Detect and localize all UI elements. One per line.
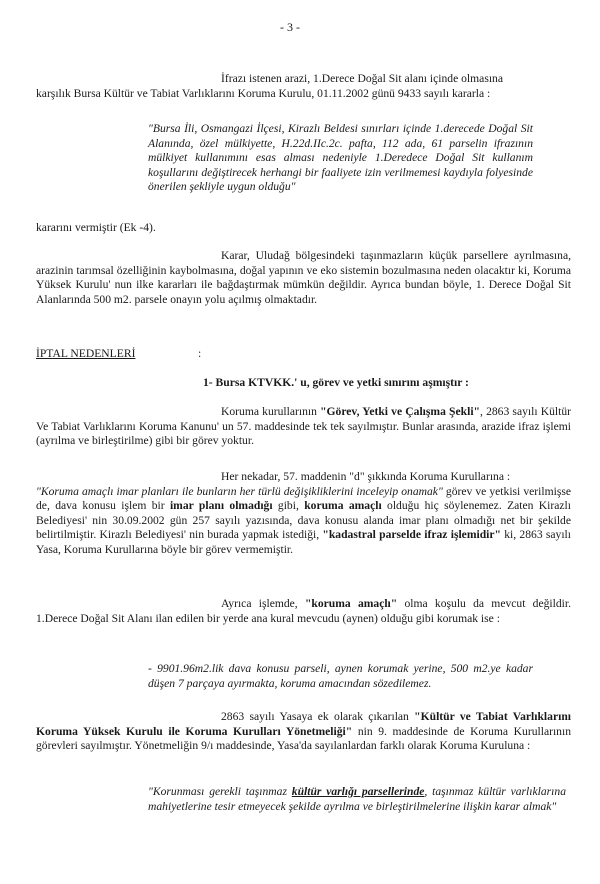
quote3-part-c: , taşınmaz kültür varlıklarına mahiyetlerine tesir etmeyecek şekilde ayrılma ve birleştirilmelerine ilişkin karar almak" xyxy=(148,785,566,813)
paragraph-4 xyxy=(36,405,571,449)
paragraph-5 xyxy=(36,470,571,558)
p5-part-e: gibi, xyxy=(272,499,305,513)
p6-part-a: Ayrıca işlemde, xyxy=(221,597,305,610)
section-heading-text: İPTAL NEDENLERİ xyxy=(36,347,136,360)
p5-line-1: Her nekadar, 57. maddenin "d" şıkkında Koruma Kurullarına : xyxy=(221,470,511,483)
p4-bold-title: "Görev, Yetki ve Çalışma Şekli" xyxy=(320,405,480,418)
p5-part-g: olduğu hiç söylenemez. Zaten Kirazlı Belediyesi' nin 30.09.2002 gün 257 sayılı yazısında, dava konusu alanda imar planı olmadığı net bir şekilde belirtilmiştir. Kirazlı Belediyesi' nin burada yapmak istediği, xyxy=(36,499,571,542)
p5-bold-kadastral: "kadastral parselde ifraz işlemidir" xyxy=(322,528,501,542)
quote-block-3 xyxy=(148,785,566,814)
paragraph-1-line-2: karşılık Bursa Kültür ve Tabiat Varlıklarını Koruma Kurulu, 01.11.2002 günü 9433 sayılı kararla : xyxy=(36,86,491,100)
p4-part-a: Koruma kurullarının xyxy=(221,405,321,418)
paragraph-3 xyxy=(36,249,571,307)
p7-part-a: 2863 sayılı Yasaya ek olarak çıkarılan xyxy=(221,710,415,723)
paragraph-7 xyxy=(36,710,571,754)
p4-part-c: , 2863 sayılı Kültür Ve Tabiat Varlıklarını Koruma Kanunu' un 57. maddesinde tek tek sayılmıştır. Bunlar arasında, arazide ifraz işlemi (ayrılma ve birleştirilme) gibi bir görev yoktur. xyxy=(36,405,571,448)
paragraph-1 xyxy=(36,72,571,101)
p5-part-c: görev ve yetkisi verilmişse de, dava konusu işlem bir xyxy=(36,484,571,513)
quote3-part-a: "Korunması gerekli taşınmaz xyxy=(148,785,292,798)
quote-block-2: - 9901.96m2.lik dava konusu parseli, aynen korumak yerine, 500 m2.ye kadar düşen 7 parçaya ayırmakta, koruma amacından sözedilemez. xyxy=(148,662,533,690)
quote3-bold-underline: kültür varlığı parsellerinde xyxy=(291,785,425,798)
subsection-1-heading xyxy=(203,376,469,391)
section-heading xyxy=(36,347,135,362)
paragraph-3-text: Karar, Uludağ bölgesindeki taşınmazların küçük parsellere ayrılmasına, arazinin tarımsal özelliğinin kaybolmasına, doğal yapının ve eko sistemin bozulmasına neden olacaktır ki, Koruma Yüksek Kurulu' nun ilke kararları ile bağdaştırmak mümkün değildir. Ayrıca bundan böyle, 1. Derece Doğal Sit Alanlarında 500 m2. parsele onayın yolu açılmış olmaktadır. xyxy=(36,249,571,306)
p5-part-i: ki, 2863 sayılı Yasa, Koruma Kurullarına böyle bir görev vermemiştir. xyxy=(36,528,572,556)
p6-part-c: olma koşulu da mevcut değildir. 1.Derece Doğal Sit Alanı ilan edilen bir yerde ana kural mevcudu (aynen) olduğu gibi korumak ise : xyxy=(36,597,571,625)
p7-part-c: nin 9. maddesinde de Koruma Kurullarının görevleri sayılmıştır. Yönetmeliğin 9/ı maddesinde, Yasa'da sayılanlardan farklı olarak Koruma Kuruluna : xyxy=(36,724,571,753)
p6-bold-koruma: "koruma amaçlı" xyxy=(304,597,398,610)
paragraph-2: kararını vermiştir (Ek -4). xyxy=(36,221,156,234)
p5-bold-koruma: koruma amaçlı xyxy=(304,499,382,513)
p5-italic-quote: "Koruma amaçlı imar planları ile bunların her türlü değişikliklerini inceleyip onamak" xyxy=(36,484,443,498)
paragraph-6 xyxy=(36,597,571,626)
page-number: - 3 - xyxy=(280,20,300,34)
paragraph-1-line-1: İfrazı istenen arazi, 1.Derece Doğal Sit alanı içinde olmasına xyxy=(221,72,503,85)
p5-bold-imar: imar planı olmadığı xyxy=(169,499,273,513)
subsection-1-heading-text: 1- Bursa KTVKK.' u, görev ve yetki sınırını aşmıştır : xyxy=(203,376,469,389)
section-heading-colon: : xyxy=(198,347,202,360)
p7-bold-regulation: "Kültür ve Tabiat Varlıklarını Koruma Yüksek Kurulu ile Koruma Kurulları Yönetmeliği" xyxy=(36,710,571,738)
quote-block-1: "Bursa İli, Osmangazi İlçesi, Kirazlı Beldesi sınırları içinde 1.derecede Doğal Sit Alanında, özel mülkiyette, H.22d.IIc.2c. pafta, 112 ada, 61 parselin ifrazının mülkiyet kullanımını esas alması nedeniyle 1.Deredece Doğal Sit kullanım koşullarını değiştirecek herhangi bir faaliyete izin verilmemesi kaydıyla folyesinde önerilen şekliyle uygun olduğu" xyxy=(148,122,533,194)
